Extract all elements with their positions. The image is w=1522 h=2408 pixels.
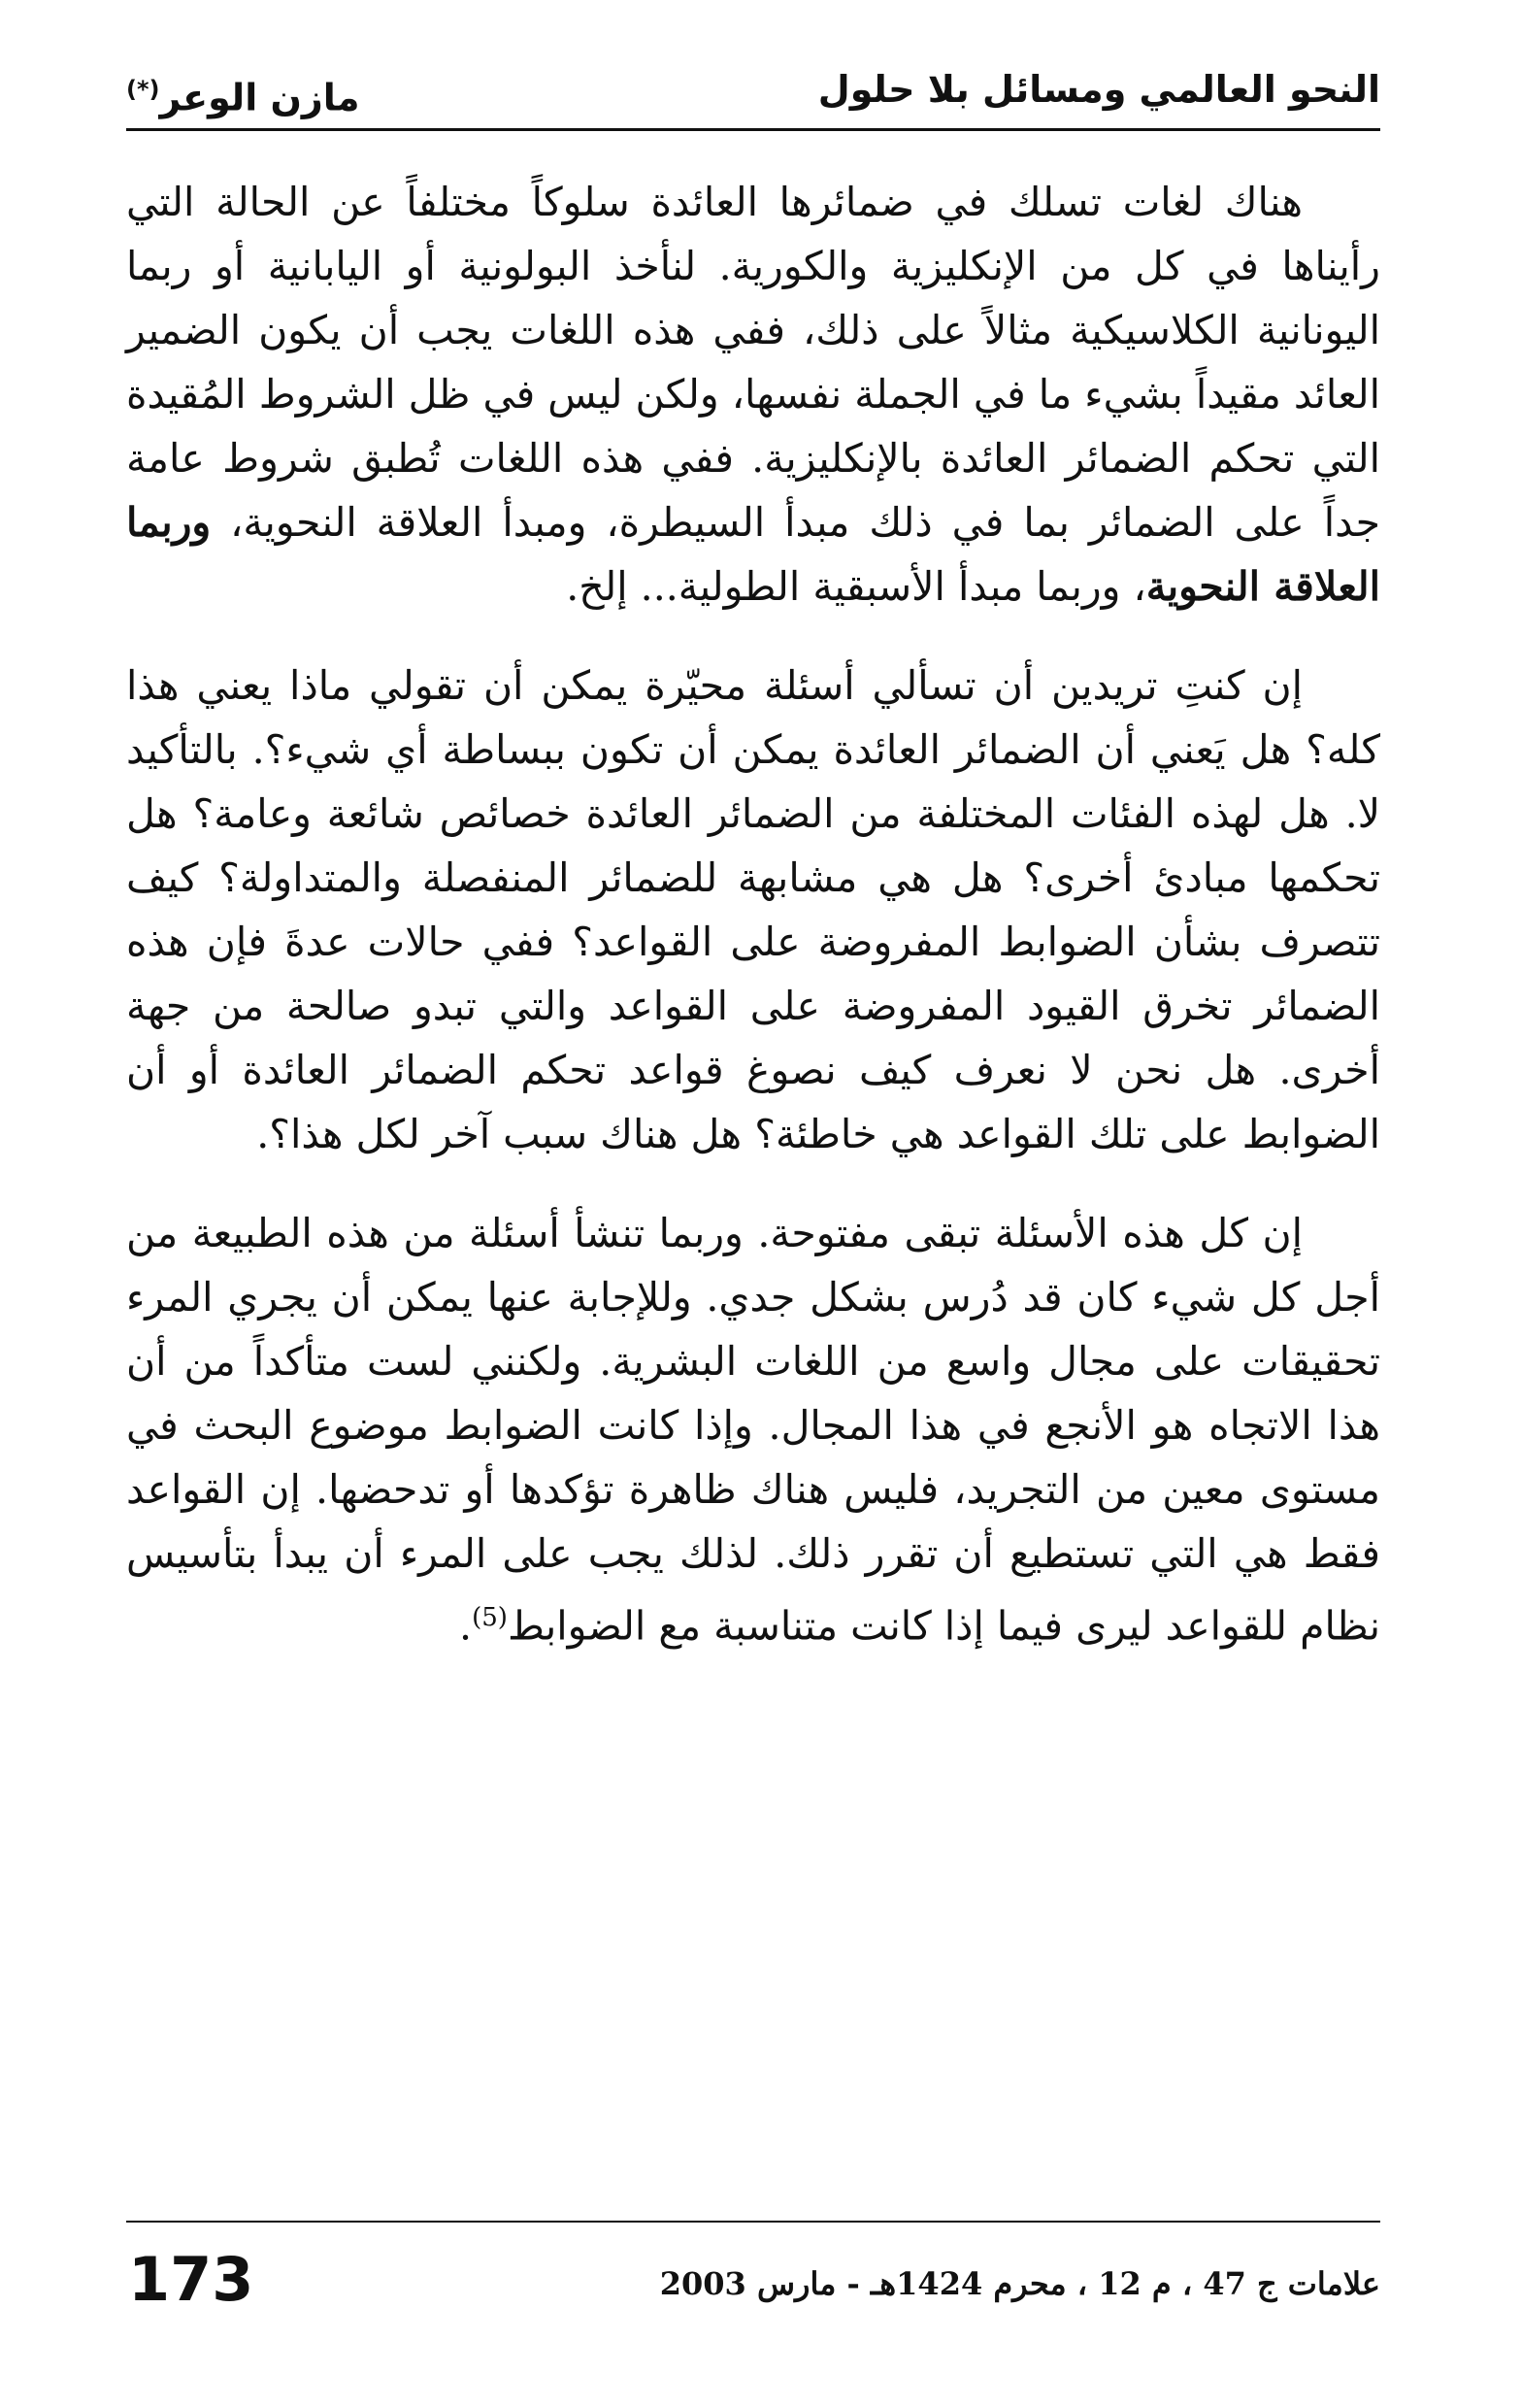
footer-rule <box>126 2221 1380 2223</box>
journal-citation: علامات ج 47 ، م 12 ، محرم 1424هـ - مارس 2003 <box>659 2265 1380 2302</box>
paragraph-1-bold-phrase: وربما العلاقة النحوية <box>126 499 1380 610</box>
footnote-reference: (5) <box>472 1603 508 1632</box>
author-name <box>126 54 360 133</box>
header-rule <box>126 128 1380 131</box>
page-number: 173 <box>128 2244 254 2315</box>
paragraph-1-text-a: هناك لغات تسلك في ضمائرها العائدة سلوكاً مختلفاً عن الحالة التي رأيناها في كل من الإنكليزية والكورية. لنأخذ البولونية أو اليابانية أو ربما اليونانية الكلاسيكية مثالاً على ذلك، ففي هذه اللغات يجب أن يكون الضمير العائد مقيداً بشيء ما في الجملة نفسها، ولكن ليس في ظل الشروط المُقيدة التي تحكم الضمائر العائدة بالإنكليزية. ففي هذه اللغات تُطبق شروط عامة جداً على الضمائر بما في ذلك مبدأ السيطرة، ومبدأ العلاقة النحوية، <box>126 179 1380 546</box>
paragraph-1 <box>126 170 1380 619</box>
author-label: مازن الوعر <box>159 76 360 119</box>
running-header <box>126 54 1380 124</box>
article-body <box>126 170 1380 1658</box>
paragraph-3-text: إن كل هذه الأسئلة تبقى مفتوحة. وربما تنشأ أسئلة من هذه الطبيعة من أجل كل شيء كان قد دُرس بشكل جدي. وللإجابة عنها يمكن أن يجري المرء تحقيقات على مجال واسع من اللغات البشرية. ولكنني لست متأكداً من أن هذا الاتجاه هو الأنجع في هذا المجال. وإذا كانت الضوابط موضوع البحث في مستوى معين من التجريد، فليس هناك ظاهرة تؤكدها أو تدحضها. إن القواعد فقط هي التي تستطيع أن تقرر ذلك. لذلك يجب على المرء أن يبدأ بتأسيس نظام للقواعد ليرى فيما إذا كانت متناسبة مع الضوابط <box>126 1210 1380 1650</box>
running-title: النحو العالمي ومسائل بلا حلول <box>817 68 1380 111</box>
author-footnote-mark: (*) <box>126 76 160 103</box>
paragraph-3-end: . <box>459 1602 473 1650</box>
paragraph-2: إن كنتِ تريدين أن تسألي أسئلة محيّرة يمكن أن تقولي ماذا يعني هذا كله؟ هل يَعني أن الضمائر العائدة يمكن أن تكون ببساطة أي شيء؟. بالتأكيد لا. هل لهذه الفئات المختلفة من الضمائر العائدة خصائص شائعة وعامة؟ هل تحكمها مبادئ أخرى؟ هل هي مشابهة للضمائر المنفصلة والمتداولة؟ كيف تتصرف بشأن الضوابط المفروضة على القواعد؟ ففي حالات عدةَ فإن هذه الضمائر تخرق القيود المفروضة على القواعد والتي تبدو صالحة من جهة أخرى. هل نحن لا نعرف كيف نصوغ قواعد تحكم الضمائر العائدة أو أن الضوابط على تلك القواعد هي خاطئة؟ هل هناك سبب آخر لكل هذا؟. <box>126 662 1380 1157</box>
paragraph-1-text-b: ، وربما مبدأ الأسبقية الطولية... إلخ. <box>566 563 1146 610</box>
paragraph-3 <box>126 1201 1380 1658</box>
